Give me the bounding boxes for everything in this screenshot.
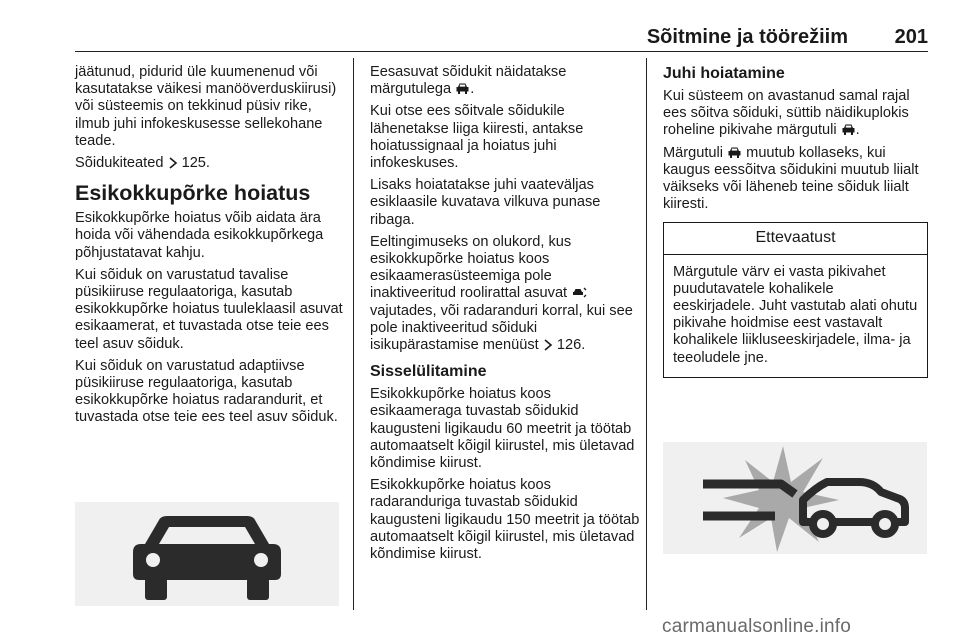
page-reference-arrow-icon: [168, 157, 178, 169]
paragraph: [663, 145, 928, 214]
paragraph: Esikokkupõrke hoiatus koos radaranduriga tuvastab sõidukid kaugusteni ligikaudu 150 meetrit ja töötab automaatselt kõigil kiirustel, mis ületavad kõndimise kiirust.: [370, 477, 640, 563]
paragraph: [370, 234, 640, 354]
column-left: [75, 64, 345, 432]
paragraph-text: Eesasuvat sõidukit näidatakse märgutulega: [370, 64, 567, 98]
page-header: [75, 26, 928, 50]
reference-text: Sõidukiteated: [75, 155, 164, 172]
paragraph: Esikokkupõrke hoiatus võib aidata ära hoida või vähendada esikokkupõrkega põhjustatavat kahju.: [75, 210, 324, 261]
paragraph-text: Märgutuli: [663, 144, 724, 161]
section-heading: Esikokkupõrke hoiatus: [75, 181, 311, 206]
paragraph-text: Eeltingimuseks on olukord, kus esikokkupõrke hoiatus koos esikaamerasüsteemiga pole inaktiveeritud roolirattal asuvat: [370, 233, 572, 302]
collision-alert-switch-icon: [571, 286, 587, 299]
paragraph-text: Kui süsteem on avastanud samal rajal ees sõitva sõiduki, süttib näidikuplokis roheline pikivahe märgutuli: [663, 88, 910, 139]
vehicle-ahead-icon: [727, 146, 742, 159]
subsection-heading: Sisselülitamine: [370, 363, 487, 381]
vehicle-ahead-icon: [841, 123, 856, 136]
reference-page: 126.: [556, 337, 586, 354]
column-middle: [370, 64, 640, 568]
paragraph: Eesasuvat sõidukit näidatakse märgutulega .: [370, 64, 567, 98]
caution-title: Ettevaatust: [664, 223, 927, 254]
cross-reference: [75, 155, 345, 172]
page-number: 201: [894, 26, 928, 48]
vehicle-ahead-icon: [455, 82, 470, 95]
watermark: carmanualsonline.info: [662, 616, 852, 637]
paragraph: Lisaks hoiatatakse juhi vaateväljas esiklaasile kuvatava vilkuva punase ribaga.: [370, 177, 601, 228]
section-title: Sõitmine ja töörežiim: [646, 26, 848, 48]
vehicle-ahead-figure: [75, 502, 339, 606]
caution-box: [663, 222, 928, 377]
collision-illustration: [663, 442, 927, 554]
paragraph: Kui sõiduk on varustatud tavalise püsikiiruse regulaatoriga, kasutab esikokkupõrke hoiatus tuuleklaasil asuvat esikaamerat, et tuvastada otse teie ees teel asuv sõiduk.: [75, 266, 343, 352]
subsection-heading: Juhi hoiatamine: [663, 65, 785, 82]
vehicle-ahead-icon: [75, 502, 339, 606]
caution-body: [664, 255, 927, 377]
reference-page: 125.: [181, 155, 210, 172]
paragraph: Kui süsteem on avastanud samal rajal ees sõitva sõiduki, süttib näidikuplokis roheline pikivahe märgutuli .: [663, 88, 910, 139]
caution-text: Märgutule värv ei vasta pikivahet puudutavatele kohalikele eeskirjadele. Juht vastutab alati ohutu pikivahe hoidmise eest vastavalt kohalikele liikluseeskirjadele, ilma- ja teeoludele jne.: [673, 263, 918, 366]
paragraph: Esikokkupõrke hoiatus koos esikaameraga tuvastab sõidukid kaugusteni ligikaudu 60 meetrit ja töötab automaatselt kõigil kiirustel, mis ületavad kõndimise kiirust.: [370, 386, 635, 472]
paragraph-text: muutub kollaseks, kui kaugus eessõitva sõidukini muutub liialt väikseks või läheneb teine sõiduk liialt kiiresti.: [663, 144, 919, 213]
header-divider: [75, 51, 928, 52]
collision-warning-icon: [663, 442, 927, 554]
paragraph: jäätunud, pidurid üle kuumenenud või kasutatakse väikesi manööverduskiirusi) või süsteemis on tekkinud püsiv rike, ilmub juhi infokeskusesse sellekohane teade.: [75, 64, 337, 149]
column-divider: [646, 58, 647, 610]
page-reference-arrow-icon: [543, 339, 553, 351]
paragraph: Kui otse ees sõitvale sõidukile lähenetakse liiga kiiresti, antakse hoiatussignaal ja hoiatus juhi infokeskuses.: [370, 103, 584, 172]
column-divider: [353, 58, 354, 610]
paragraph: Kui sõiduk on varustatud adaptiivse püsikiiruse regulaatoriga, kasutab esikokkupõrke hoiatus radarandurit, et tuvastada otse teie ees teel asuv sõiduk.: [75, 357, 338, 426]
column-right: [663, 64, 928, 378]
paragraph-text: vajutades, või radaranduri korral, kui see pole inaktiveeritud sõiduki isikupärastamise menüüst: [370, 302, 633, 354]
